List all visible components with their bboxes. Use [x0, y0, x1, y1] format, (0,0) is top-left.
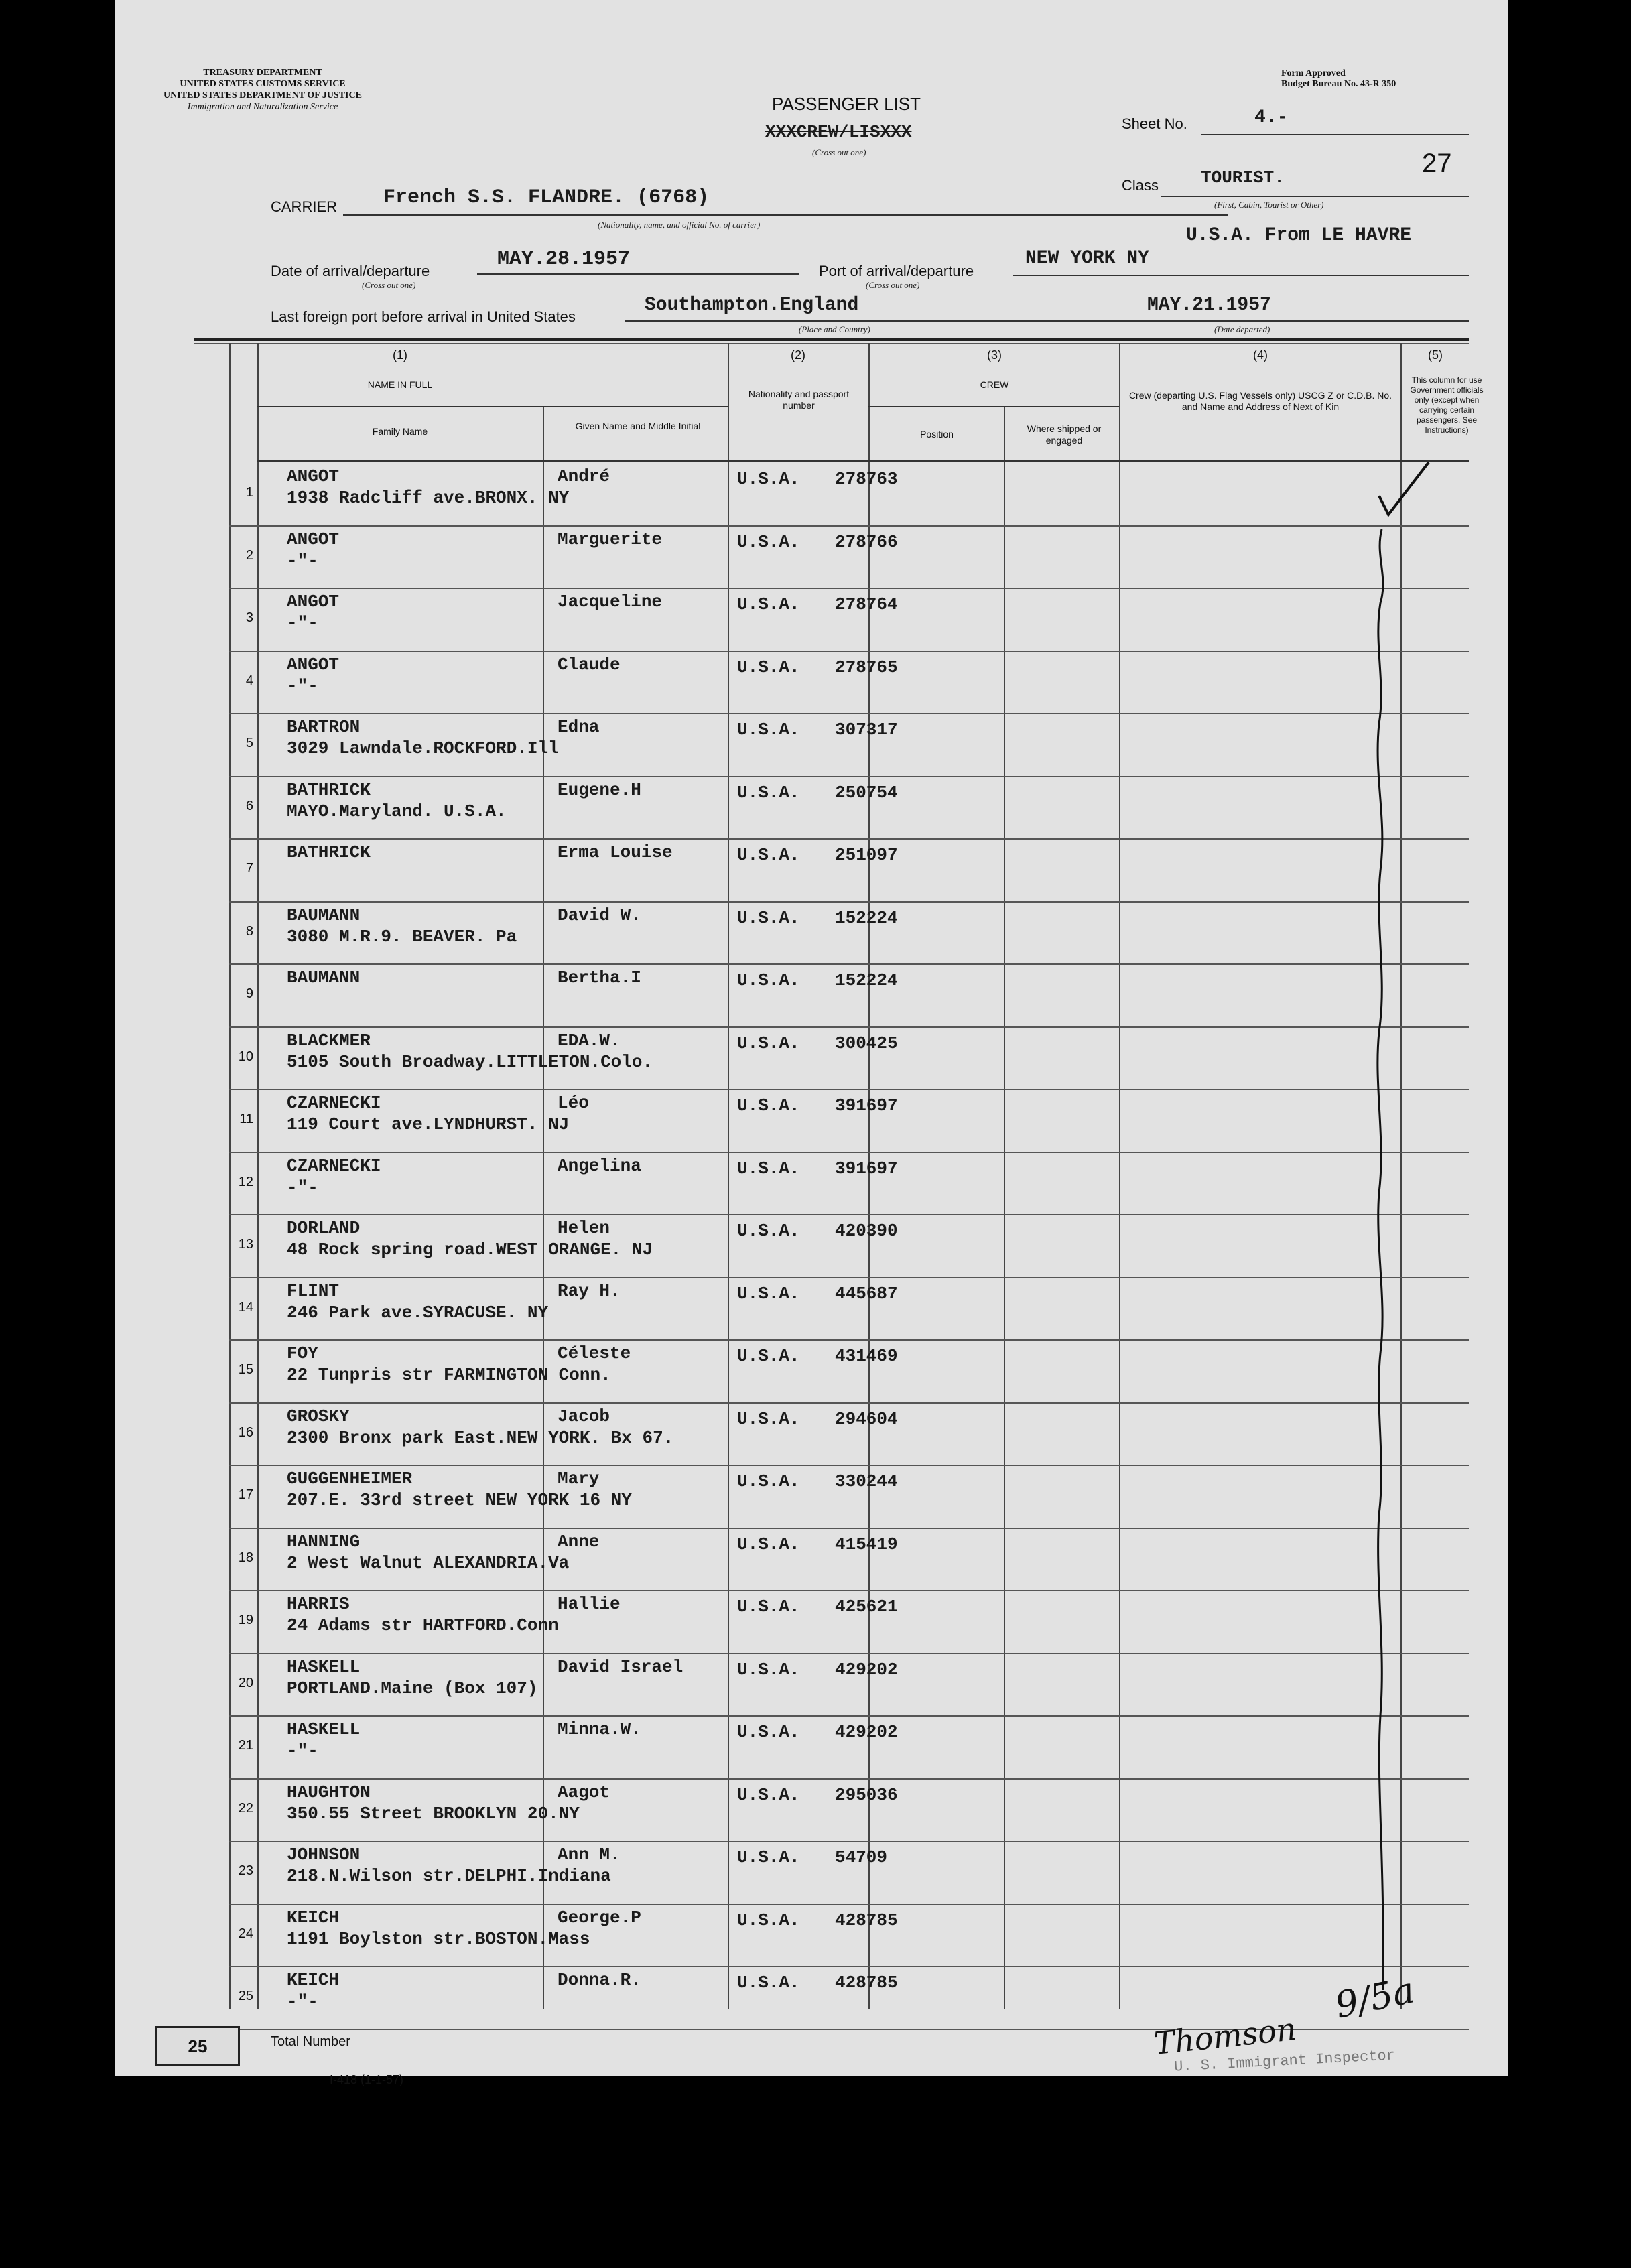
row-divider — [229, 651, 1469, 652]
crossed-crew-list: XXXCREW/LISXXX — [765, 122, 912, 142]
nationality: U.S.A. — [737, 1973, 800, 1993]
row-number: 3 — [245, 610, 253, 625]
passport-number: 420390 — [835, 1221, 898, 1241]
last-port-label: Last foreign port before arrival in United States — [271, 308, 576, 325]
address: 207.E. 33rd street NEW YORK 16 NY — [287, 1490, 632, 1510]
passport-number: 429202 — [835, 1722, 898, 1742]
given-name: Ray H. — [558, 1281, 621, 1301]
col1-number: (1) — [393, 348, 407, 362]
row-number: 22 — [238, 1801, 253, 1816]
nationality: U.S.A. — [737, 845, 800, 865]
col-line-nationality — [728, 343, 729, 2009]
row-divider — [229, 963, 1469, 965]
family-name: KEICH — [287, 1970, 340, 1990]
passport-number: 307317 — [835, 720, 898, 740]
row-divider — [229, 1715, 1469, 1717]
family-name-header: Family Name — [372, 426, 428, 437]
col-line-rownum — [229, 343, 231, 2009]
given-name: Helen — [558, 1218, 610, 1238]
nationality: U.S.A. — [737, 1847, 800, 1867]
last-port-value: Southampton.England — [645, 295, 859, 316]
sheet-underline — [1201, 134, 1469, 135]
total-number-label: Total Number — [271, 2034, 350, 2049]
col5-number: (5) — [1428, 348, 1443, 362]
given-name: Mary — [558, 1469, 600, 1489]
row-number: 19 — [238, 1613, 253, 1627]
row-divider — [229, 1653, 1469, 1654]
family-name: CZARNECKI — [287, 1093, 381, 1113]
nationality: U.S.A. — [737, 1409, 800, 1429]
nationality: U.S.A. — [737, 1534, 800, 1554]
port-cross-caption: (Cross out one) — [866, 280, 920, 290]
col3-number: (3) — [987, 348, 1002, 362]
row-number: 11 — [239, 1112, 253, 1126]
address: 5105 South Broadway.LITTLETON.Colo. — [287, 1052, 653, 1072]
address: 218.N.Wilson str.DELPHI.Indiana — [287, 1866, 611, 1886]
date-value: MAY.28.1957 — [497, 248, 631, 271]
family-name: BARTRON — [287, 717, 361, 737]
passport-number: 415419 — [835, 1534, 898, 1554]
col-line-next-of-kin — [1119, 343, 1120, 2009]
inspector-signature: Thomson — [1152, 2011, 1298, 2062]
col-line-given — [543, 406, 544, 2009]
family-name: HASKELL — [287, 1719, 361, 1739]
class-label: Class — [1122, 177, 1159, 194]
check-mark-icon — [1375, 442, 1469, 2010]
budget-text: Budget Bureau No. 43-R 350 — [1281, 79, 1396, 89]
row-divider — [229, 1026, 1469, 1028]
given-name: Donna.R. — [558, 1970, 641, 1990]
row-number: 1 — [245, 485, 253, 500]
row-number: 23 — [238, 1863, 253, 1878]
row-number: 24 — [238, 1926, 253, 1941]
justice-text: UNITED STATES DEPARTMENT OF JUSTICE — [164, 90, 362, 101]
row-number: 4 — [245, 673, 253, 688]
passport-number: 300425 — [835, 1033, 898, 1053]
row-divider — [229, 1152, 1469, 1153]
nationality: U.S.A. — [737, 720, 800, 740]
cross-out-caption: (Cross out one) — [812, 147, 866, 157]
nationality: U.S.A. — [737, 1471, 800, 1491]
given-name: Bertha.I — [558, 968, 641, 988]
port-underline — [1013, 275, 1469, 276]
given-name: Minna.W. — [558, 1719, 641, 1739]
row-divider — [229, 1465, 1469, 1466]
given-name: Jacqueline — [558, 592, 663, 612]
passport-number: 278763 — [835, 469, 898, 489]
row-number: 6 — [245, 799, 253, 813]
passport-number: 428785 — [835, 1910, 898, 1930]
passport-number: 152224 — [835, 908, 898, 928]
row-divider — [229, 1402, 1469, 1404]
date-departed-underline — [1100, 320, 1469, 322]
table-top-rule — [194, 338, 1469, 341]
address: 350.55 Street BROOKLYN 20.NY — [287, 1804, 580, 1824]
address: 22 Tunpris str FARMINGTON Conn. — [287, 1365, 611, 1385]
form-number: I-418 (1-1-57) — [330, 2073, 404, 2086]
nationality: U.S.A. — [737, 657, 800, 677]
passport-number: 250754 — [835, 783, 898, 803]
nationality: U.S.A. — [737, 1660, 800, 1680]
given-name: Léo — [558, 1093, 589, 1113]
nationality: U.S.A. — [737, 469, 800, 489]
family-name: ANGOT — [287, 466, 340, 486]
carrier-label: CARRIER — [271, 198, 338, 215]
row-number: 10 — [238, 1049, 253, 1064]
family-name: BAUMANN — [287, 968, 361, 988]
agency-header — [155, 67, 370, 113]
page-number: 27 — [1422, 149, 1452, 178]
passport-number: 278766 — [835, 532, 898, 552]
nationality: U.S.A. — [737, 970, 800, 990]
address: -"- — [287, 613, 318, 633]
date-departed-caption: (Date departed) — [1214, 324, 1270, 334]
passport-number: 391697 — [835, 1095, 898, 1116]
row-divider — [229, 838, 1469, 840]
port-label: Port of arrival/departure — [819, 263, 974, 279]
passport-number: 295036 — [835, 1785, 898, 1805]
date-departed-value: MAY.21.1957 — [1147, 295, 1271, 316]
initials-mark: 9/5a — [1331, 1969, 1419, 2027]
row-divider — [229, 1778, 1469, 1780]
given-name: EDA.W. — [558, 1030, 621, 1051]
customs-text: UNITED STATES CUSTOMS SERVICE — [180, 79, 346, 89]
passport-number: 391697 — [835, 1158, 898, 1179]
sheet-value: 4.- — [1254, 107, 1289, 128]
position-header: Position — [920, 429, 954, 440]
col4-number: (4) — [1253, 348, 1268, 362]
col2-title: Nationality and passport number — [748, 389, 850, 411]
family-name: BLACKMER — [287, 1030, 371, 1051]
address: -"- — [287, 551, 318, 571]
family-name: FLINT — [287, 1281, 340, 1301]
row-number: 9 — [245, 986, 253, 1001]
row-number: 15 — [238, 1362, 253, 1377]
carrier-underline — [343, 214, 1228, 216]
port-value: NEW YORK NY — [1025, 248, 1149, 269]
ins-text: Immigration and Naturalization Service — [187, 102, 338, 112]
family-name: DORLAND — [287, 1218, 361, 1238]
class-underline — [1161, 196, 1469, 197]
given-name: Claude — [558, 655, 621, 675]
given-name: George.P — [558, 1908, 641, 1928]
carrier-caption: (Nationality, name, and official No. of carrier) — [598, 220, 761, 230]
col-line-position — [1004, 406, 1005, 2009]
row-number: 20 — [238, 1676, 253, 1690]
family-name: FOY — [287, 1343, 318, 1363]
where-shipped-header: Where shipped or engaged — [1027, 423, 1102, 446]
family-name: CZARNECKI — [287, 1156, 381, 1176]
nationality: U.S.A. — [737, 1221, 800, 1241]
nationality: U.S.A. — [737, 1346, 800, 1366]
col1-title: NAME IN FULL — [367, 379, 433, 390]
family-name: HANNING — [287, 1532, 361, 1552]
given-name: Marguerite — [558, 529, 663, 549]
address: -"- — [287, 1177, 318, 1197]
address: -"- — [287, 676, 318, 696]
address: -"- — [287, 1991, 318, 2011]
address: 3029 Lawndale.ROCKFORD.Ill — [287, 738, 559, 758]
row-divider — [229, 1966, 1469, 1967]
nationality: U.S.A. — [737, 1033, 800, 1053]
place-caption: (Place and Country) — [799, 324, 870, 334]
nationality: U.S.A. — [737, 1158, 800, 1179]
nationality: U.S.A. — [737, 908, 800, 928]
family-name: KEICH — [287, 1908, 340, 1928]
given-name-header: Given Name and Middle Initial — [575, 421, 701, 431]
nationality: U.S.A. — [737, 1284, 800, 1304]
address: PORTLAND.Maine (Box 107) — [287, 1678, 538, 1698]
address: 2300 Bronx park East.NEW YORK. Bx 67. — [287, 1428, 674, 1448]
inspector-stamp: U. S. Immigrant Inspector — [1173, 2047, 1396, 2076]
sheet-label: Sheet No. — [1122, 115, 1187, 132]
row-divider — [229, 1528, 1469, 1529]
row-divider — [229, 776, 1469, 777]
address: 48 Rock spring road.WEST ORANGE. NJ — [287, 1240, 653, 1260]
passport-number: 425621 — [835, 1597, 898, 1617]
row-number: 21 — [238, 1738, 253, 1753]
col4-title: Crew (departing U.S. Flag Vessels only) USCG Z or C.D.B. No. and Name and Address of Next of Kin — [1128, 390, 1392, 412]
passport-number: 431469 — [835, 1346, 898, 1366]
family-name: JOHNSON — [287, 1845, 361, 1865]
family-name: BATHRICK — [287, 842, 371, 862]
family-name: ANGOT — [287, 655, 340, 675]
passport-number: 428785 — [835, 1973, 898, 1993]
col3-title: CREW — [980, 379, 1009, 390]
nationality: U.S.A. — [737, 1722, 800, 1742]
nationality: U.S.A. — [737, 1597, 800, 1617]
form-approved — [1281, 68, 1396, 90]
row-divider — [229, 588, 1469, 589]
address: MAYO.Maryland. U.S.A. — [287, 801, 507, 821]
nationality: U.S.A. — [737, 783, 800, 803]
row-divider — [229, 525, 1469, 527]
given-name: Hallie — [558, 1594, 621, 1614]
given-name: Eugene.H — [558, 780, 641, 800]
given-name: Aagot — [558, 1782, 610, 1802]
row-number: 25 — [238, 1989, 253, 2003]
row-number: 16 — [238, 1425, 253, 1440]
row-number: 5 — [245, 736, 253, 750]
table-top-rule-2 — [194, 343, 1469, 344]
row-number: 13 — [238, 1237, 253, 1252]
passport-number: 278765 — [835, 657, 898, 677]
family-name: BATHRICK — [287, 780, 371, 800]
nationality: U.S.A. — [737, 532, 800, 552]
given-name: David Israel — [558, 1657, 683, 1677]
crew-subhead-rule — [868, 406, 1119, 407]
family-name: GROSKY — [287, 1406, 350, 1426]
row-number: 17 — [238, 1487, 253, 1502]
row-number: 18 — [238, 1550, 253, 1565]
row-divider — [229, 901, 1469, 903]
family-name: GUGGENHEIMER — [287, 1469, 413, 1489]
header-bottom-rule — [257, 460, 1469, 462]
page-title: PASSENGER LIST — [772, 94, 921, 114]
passport-number: 152224 — [835, 970, 898, 990]
row-divider — [229, 1214, 1469, 1215]
family-name: HASKELL — [287, 1657, 361, 1677]
row-divider — [229, 713, 1469, 714]
address: 1938 Radcliff ave.BRONX. NY — [287, 488, 570, 508]
passport-number: 429202 — [835, 1660, 898, 1680]
given-name: Erma Louise — [558, 842, 673, 862]
address: 2 West Walnut ALEXANDRIA.Va — [287, 1553, 570, 1573]
row-number: 12 — [238, 1175, 253, 1189]
col5-title: This column for use Government officials only (except when carrying certain passengers. See Instructions) — [1410, 375, 1484, 435]
treasury-text: TREASURY DEPARTMENT — [203, 68, 322, 78]
given-name: André — [558, 466, 610, 486]
address: -"- — [287, 1741, 318, 1761]
family-name: ANGOT — [287, 592, 340, 612]
family-name: ANGOT — [287, 529, 340, 549]
family-name: BAUMANN — [287, 905, 361, 925]
address: 1191 Boylston str.BOSTON.Mass — [287, 1929, 590, 1949]
given-name: Ann M. — [558, 1845, 621, 1865]
passport-number: 330244 — [835, 1471, 898, 1491]
row-divider — [229, 1904, 1469, 1905]
row-number: 7 — [245, 861, 253, 876]
row-divider — [229, 1590, 1469, 1591]
given-name: Edna — [558, 717, 600, 737]
carrier-value: French S.S. FLANDRE. (6768) — [383, 186, 710, 209]
date-cross-caption: (Cross out one) — [362, 280, 416, 290]
nationality: U.S.A. — [737, 1095, 800, 1116]
given-name: Céleste — [558, 1343, 631, 1363]
passport-number: 54709 — [835, 1847, 888, 1867]
address: 246 Park ave.SYRACUSE. NY — [287, 1303, 549, 1323]
row-divider — [229, 1277, 1469, 1278]
passport-number: 251097 — [835, 845, 898, 865]
given-name: Anne — [558, 1532, 600, 1552]
total-number-box: 25 — [155, 2026, 240, 2066]
date-label: Date of arrival/departure — [271, 263, 430, 279]
date-underline — [477, 273, 799, 275]
address: 24 Adams str HARTFORD.Conn — [287, 1615, 559, 1636]
family-name: HAUGHTON — [287, 1782, 371, 1802]
from-value: U.S.A. From LE HAVRE — [1186, 225, 1412, 246]
given-name: David W. — [558, 905, 641, 925]
given-name: Angelina — [558, 1156, 641, 1176]
nationality: U.S.A. — [737, 594, 800, 614]
row-divider — [229, 1841, 1469, 1842]
passport-number: 294604 — [835, 1409, 898, 1429]
nationality: U.S.A. — [737, 1785, 800, 1805]
family-name: HARRIS — [287, 1594, 350, 1614]
passport-number: 278764 — [835, 594, 898, 614]
nationality: U.S.A. — [737, 1910, 800, 1930]
row-divider — [229, 1339, 1469, 1341]
address: 3080 M.R.9. BEAVER. Pa — [287, 927, 517, 947]
class-value: TOURIST. — [1201, 168, 1285, 188]
given-name: Jacob — [558, 1406, 610, 1426]
name-subhead-rule — [257, 406, 728, 407]
passport-number: 445687 — [835, 1284, 898, 1304]
col2-number: (2) — [791, 348, 805, 362]
form-sheet — [115, 0, 1508, 2086]
row-divider — [229, 1089, 1469, 1090]
row-number: 2 — [245, 548, 253, 563]
col-line-family — [257, 343, 259, 2009]
row-number: 14 — [238, 1300, 253, 1315]
address: 119 Court ave.LYNDHURST. NJ — [287, 1114, 570, 1134]
row-number: 8 — [245, 924, 253, 939]
form-approved-text: Form Approved — [1281, 68, 1346, 78]
class-caption: (First, Cabin, Tourist or Other) — [1214, 200, 1324, 210]
